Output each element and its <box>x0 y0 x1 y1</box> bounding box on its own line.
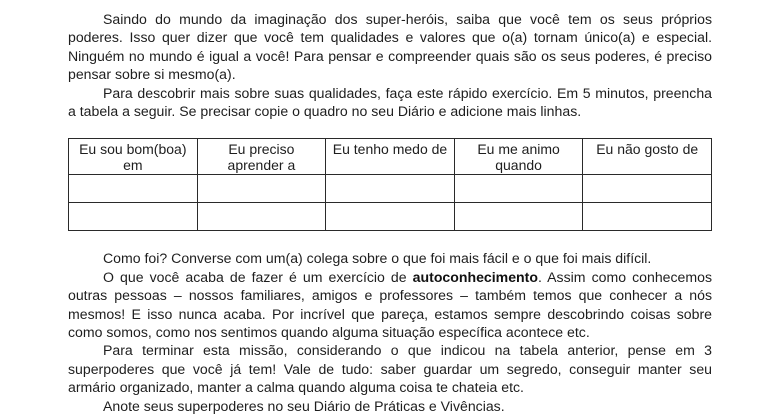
paragraph-how-was-it: Como foi? Converse com um(a) colega sobre o que foi mais fácil e o que foi mais difícil. <box>103 250 652 267</box>
self-knowledge-table <box>68 138 712 231</box>
table-cell[interactable] <box>197 203 326 231</box>
table-cell[interactable] <box>197 175 326 203</box>
table-row <box>69 175 712 203</box>
header-excited-when: Eu me animo quando <box>454 139 583 175</box>
table-cell[interactable] <box>454 203 583 231</box>
header-afraid-of: Eu tenho medo de <box>326 139 455 175</box>
intro-paragraph-2: Para descobrir mais sobre suas qualidades, faça este rápido exercício. Em 5 minutos, preencha a tabela a seguir. Se precisar copie o quadro no seu Diário e adicione mais linhas. <box>68 84 712 120</box>
table-cell[interactable] <box>326 175 455 203</box>
table-row <box>69 203 712 231</box>
table-cell[interactable] <box>326 203 455 231</box>
self-knowledge-table-wrapper <box>68 138 712 231</box>
header-need-to-learn: Eu preciso aprender a <box>197 139 326 175</box>
paragraph-note-diary: Anote seus superpoderes no seu Diário de Práticas e Vivências. <box>103 397 505 414</box>
header-good-at: Eu sou bom(boa) em <box>69 139 198 175</box>
intro-paragraph-1: Saindo do mundo da imaginação dos super-heróis, saiba que você tem os seus próprios poderes. Isso quer dizer que você tem qualidades e valores que o(a) tornam único(a) e especial. Ninguém no mundo é igual a você! Para pensar e compreender quais são os seus poderes, é preciso pensar sobre si mesmo(a). <box>68 11 712 83</box>
table-cell[interactable] <box>454 175 583 203</box>
header-dislike: Eu não gosto de <box>583 139 712 175</box>
document-page <box>68 10 712 415</box>
table-header-row <box>69 139 712 175</box>
paragraph-self-knowledge <box>68 268 712 342</box>
table-cell[interactable] <box>583 203 712 231</box>
p4-text-start: O que você acaba de fazer é um exercício de <box>103 268 413 285</box>
table-cell[interactable] <box>69 203 198 231</box>
table-cell[interactable] <box>69 175 198 203</box>
table-cell[interactable] <box>583 175 712 203</box>
keyword-autoconhecimento: autoconhecimento <box>412 268 538 285</box>
paragraph-superpowers: Para terminar esta missão, considerando o que indicou na tabela anterior, pense em 3 superpoderes que você já tem! Vale de tudo: saber guardar um segredo, conseguir manter seu armário organizado, manter a calma quando alguma coisa te chateia etc. <box>68 342 712 396</box>
p4-text-end: . Assim como conhecemos outras pessoas – nossos familiares, amigos e professores – também temos que conhecer a nós mesmos! E isso nunca acaba. Por incrível que pareça, estamos sempre descobrindo coisas sobre como somos, como nos sentimos quando alguma situação específica acontece etc. <box>68 268 713 341</box>
